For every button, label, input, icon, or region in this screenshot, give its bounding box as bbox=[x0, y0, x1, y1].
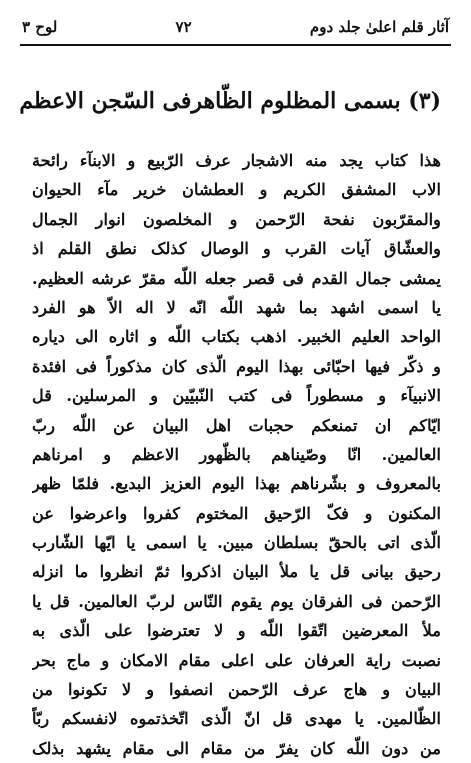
text-line: الانبیآء و مسطوراً فی کتب النّبیّین و المرسلین. قل bbox=[32, 386, 441, 406]
tablet-title: (۳) بسمی المظلوم الظّاهرفی السّجن الاعظم bbox=[19, 88, 441, 114]
header-divider bbox=[20, 44, 451, 46]
text-line: والمقرّبون نفحة الرّحمن و المخلصون انوار الجمال bbox=[32, 209, 441, 229]
text-line: المکنون و فکّ الرّحیق المختوم کفروا واعرضوا عن bbox=[32, 503, 441, 523]
tablet-body bbox=[32, 146, 441, 763]
text-line: الرّحمن فی الفرقان یوم یقوم النّاس لربّ العالمین. قل یا bbox=[32, 591, 441, 611]
tablet-label: لوح ۳ bbox=[22, 18, 58, 36]
page-header bbox=[22, 14, 449, 40]
book-title: آثار قلم اعلیٰ جلد دوم bbox=[309, 18, 449, 36]
text-line: نصبت رایة العرفان علی اعلی مقام الامکان و ماج بحر bbox=[32, 650, 441, 670]
text-line: بالمعروف و بشّرناهم بهذا الیوم العزیز البدیع. فلمّا ظهر bbox=[32, 474, 441, 494]
text-line: ملأ المعرضین اتّقوا اللّه و لا تعترضوا علی الّذی به bbox=[32, 621, 441, 641]
text-line: الّذی اتی بالحقّ بسلطان مبین. یا اسمی یا ایّها الشّارب bbox=[32, 533, 441, 553]
text-line: یمشی جمال القدم فی قصر جعله اللّه مقرّ عرشه العظیم. bbox=[32, 268, 441, 288]
text-line: ایّاکم ان تمنعکم حجبات اهل البیان عن اللّه ربّ bbox=[32, 415, 441, 435]
text-line: العالمین. انّا وصّیناهم بالظّهور الاعظم و امرناهم bbox=[32, 444, 441, 464]
text-line: الظّالمین. یا مهدی قل انّ الّذی اتّخذتموه لانفسکم ربّاً bbox=[32, 709, 441, 729]
text-line: الواحد العلیم الخبیر. اذهب بکتاب اللّه و اثاره الی دیاره bbox=[32, 327, 441, 347]
text-line: یا اسمی اشهد بما شهد اللّه انّه لا اله الاّ هو الفرد bbox=[32, 297, 441, 317]
text-line: البیان و هاج عرف الرّحمن انصفوا و لا تکونوا من bbox=[32, 680, 441, 700]
text-line: و ذکّر فیها احبّائی بهذا الیوم الّذی کان مذکوراً فی افئدة bbox=[32, 356, 441, 376]
text-line: الاب المشفق الکریم و العطشان خریر مآء الحیوان bbox=[32, 180, 441, 200]
text-line: رحیق بیانی قل یا ملأ البیان اذکروا ثمّ انظروا ما انزله bbox=[32, 562, 441, 582]
text-line: هذا کتاب یجد منه الاشجار عرف الرّبیع و الابنآء رائحة bbox=[32, 151, 441, 170]
text-line: من دون اللّه کان یفرّ من مقام الی مقام یشهد بذلک bbox=[32, 738, 441, 758]
page-number: ۷۲ bbox=[175, 18, 192, 36]
text-line: والعشّاق آیات القرب و الوصال کذلک نطق القلم اذ bbox=[32, 239, 441, 259]
